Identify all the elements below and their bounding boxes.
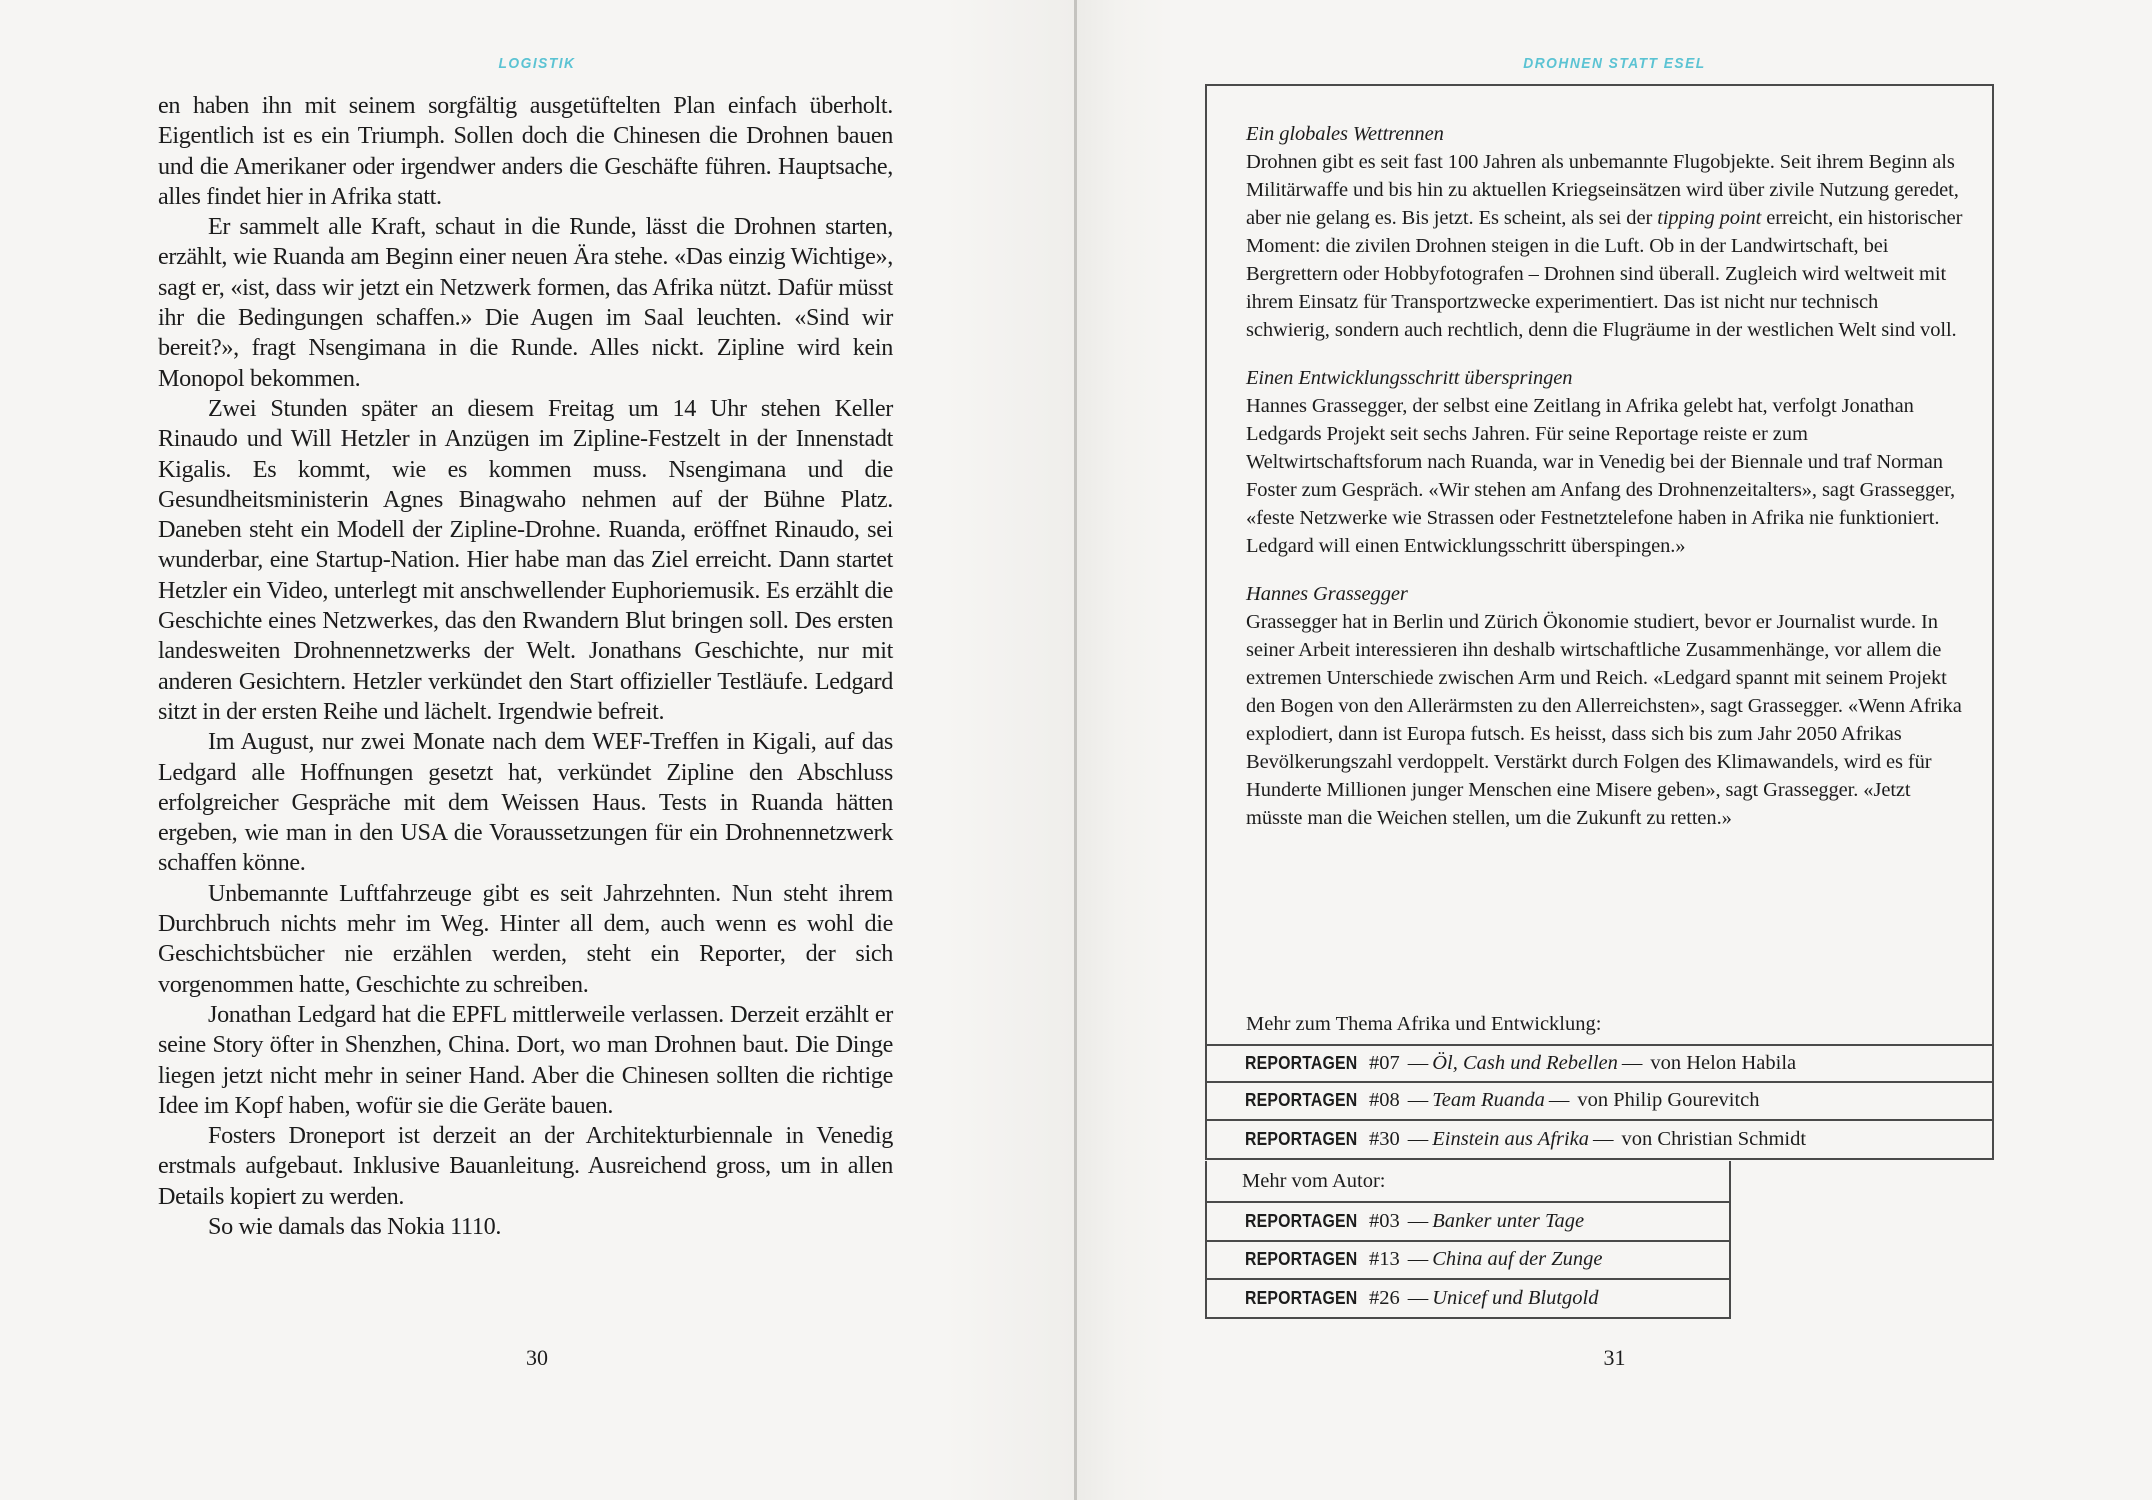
page-number-left: 30	[526, 1345, 548, 1370]
reference-author: von Helon Habila	[1650, 1051, 1797, 1074]
section-body: Grassegger hat in Berlin und Zürich Ökonomie studiert, bevor er Journalist wurde. In seiner Arbeit interessieren ihn deshalb wirtschaftliche Zusammenhänge, vor allem die extremen Unterschiede zwischen Arm und Reich. «Ledgard spannt mit seinem Projekt den Bogen von den Allerärmsten zu den Allerreichsten», sagt Grassegger. «Wenn Afrika explodiert, dann ist Europa futsch. Es heisst, dass sich bis zum Jahr 2050 Afrikas Bevölkerungszahl verdoppelt. Verstärkt durch Folgen des Klimawandels, wird es für Hunderte Millionen junger Menschen eine Misere geben», sagt Grassegger. «Jetzt müsste man die Weichen stellen, um die Zukunft zu retten.»	[1246, 611, 1962, 829]
more-author-label: Mehr vom Autor:	[1205, 1161, 1731, 1203]
reference-title: Unicef und Blutgold	[1432, 1286, 1599, 1309]
brand-label: REPORTAGEN	[1245, 1249, 1358, 1270]
reference-title: Team Ruanda	[1432, 1089, 1545, 1112]
reference-title: Banker unter Tage	[1432, 1209, 1585, 1232]
issue-number: #26	[1369, 1286, 1400, 1309]
reference-link[interactable]	[1205, 1203, 1731, 1242]
issue-number: #13	[1369, 1248, 1400, 1271]
paragraph: Fosters Droneport ist derzeit an der Architekturbiennale in Venedig erstmals aufgebaut. Inklusive Bauanleitung. Ausreichend gross, um in allen Details kopiert zu werden.	[158, 1122, 893, 1210]
section-body	[1246, 148, 1966, 344]
page-number-right: 31	[1603, 1345, 1626, 1370]
issue-number: #30	[1369, 1127, 1400, 1150]
paragraph: Im August, nur zwei Monate nach dem WEF-Treffen in Kigali, auf das Ledgard alle Hoffnungen gesetzt hat, verkündet Zipline den Abschluss erfolgreicher Gespräche mit dem Weissen Haus. Tests in Ruanda hätten ergeben, wie man in den USA die Voraussetzungen für ein Drohnennetzwerk schaffen könne.	[158, 728, 893, 877]
reference-link[interactable]	[1205, 1280, 1731, 1319]
more-topic-label: Mehr zum Thema Afrika und Entwicklung:	[1246, 1013, 1602, 1035]
reference-link[interactable]	[1205, 1083, 1994, 1122]
paragraph: So wie damals das Nokia 1110.	[208, 1212, 502, 1240]
info-section	[1246, 120, 1966, 344]
info-section	[1246, 580, 1966, 832]
dash: —	[1407, 1089, 1429, 1112]
reference-title: Öl, Cash und Rebellen	[1432, 1051, 1618, 1074]
topic-references	[1205, 1044, 1994, 1160]
brand-label: REPORTAGEN	[1245, 1210, 1358, 1231]
section-title: Einen Entwicklungsschritt überspringen	[1246, 367, 1573, 389]
reference-author: von Philip Gourevitch	[1577, 1089, 1760, 1112]
paragraph: en haben ihn mit seinem sorgfältig ausgetüftelten Plan einfach überholt. Eigentlich ist es ein Triumph. Sollen doch die Chinesen die Drohnen bauen und die Amerikaner oder irgendwer anders die Geschäfte führen. Hauptsache, alles findet hier in Afrika statt.	[158, 92, 893, 210]
dash: —	[1407, 1248, 1429, 1271]
reference-link[interactable]	[1205, 1242, 1731, 1281]
paragraph: Unbemannte Luftfahrzeuge gibt es seit Jahrzehnten. Nun steht ihrem Durchbruch nichts mehr im Weg. Hinter all dem, auch wenn es wohl die Geschichtsbücher nie erzählen werden, steht ein Reporter, der sich vorgenommen hatte, Geschichte zu schreiben.	[158, 879, 893, 998]
reference-link[interactable]	[1205, 1121, 1994, 1160]
brand-label: REPORTAGEN	[1245, 1128, 1358, 1149]
dash: —	[1407, 1209, 1429, 1232]
brand-label: REPORTAGEN	[1245, 1090, 1358, 1111]
dash: —	[1548, 1089, 1570, 1112]
left-page	[0, 0, 1074, 1500]
dash: —	[1407, 1286, 1429, 1309]
dash: —	[1407, 1127, 1429, 1150]
paragraph: Er sammelt alle Kraft, schaut in die Runde, lässt die Drohnen starten, erzählt, wie Ruanda am Beginn einer neuen Ära stehe. «Das einzig Wichtige», sagt er, «ist, dass wir jetzt ein Netzwerk formen, das Afrika nützt. Dafür müsst ihr die Bedingungen schaffen.» Die Augen im Saal leuchten. «Sind wir bereit?», fragt Nsengimana in die Runde. Alles nickt. Zipline wird kein Monopol bekommen.	[158, 213, 893, 392]
issue-number: #07	[1369, 1051, 1400, 1074]
author-references	[1205, 1161, 1731, 1319]
reference-author: von Christian Schmidt	[1621, 1127, 1807, 1150]
info-section	[1246, 364, 1966, 560]
section-title: Hannes Grassegger	[1246, 583, 1408, 605]
info-box-text	[1246, 120, 1966, 852]
section-title: Ein globales Wettrennen	[1246, 123, 1444, 145]
dash: —	[1593, 1127, 1614, 1150]
dash: —	[1621, 1051, 1643, 1074]
reference-title: China auf der Zunge	[1432, 1248, 1603, 1271]
article-body	[158, 91, 893, 1242]
brand-label: REPORTAGEN	[1245, 1287, 1358, 1308]
section-body: Hannes Grassegger, der selbst eine Zeitlang in Afrika gelebt hat, verfolgt Jonathan Ledgards Projekt seit sechs Jahren. Für seine Reportage reiste er zum Weltwirtschaftsforum nach Ruanda, war in Venedig bei der Biennale und traf Norman Foster zum Gespräch. «Wir stehen am Anfang des Drohnenzeitalters», sagt Grassegger, «feste Netzwerke wie Strassen oder Festnetztelefone haben in Afrika nie funktioniert. Ledgard will einen Entwicklungsschritt überspingen.»	[1246, 395, 1956, 557]
right-page	[1077, 0, 2152, 1500]
reference-title: Einstein aus Afrika	[1432, 1127, 1590, 1150]
info-box	[1205, 84, 1994, 1158]
brand-label: REPORTAGEN	[1245, 1052, 1358, 1073]
issue-number: #08	[1369, 1089, 1400, 1112]
reference-link[interactable]	[1205, 1044, 1994, 1083]
paragraph: Zwei Stunden später an diesem Freitag um 14 Uhr stehen Keller Rinaudo und Will Hetzler in Anzügen im Zipline-Festzelt in der Innenstadt Kigalis. Es kommt, wie es kommen muss. Nsengimana und die Gesundheitsministerin Agnes Binagwaho nehmen auf der Bühne Platz. Daneben steht ein Modell der Zipline-Drohne. Ruanda, eröffnet Rinaudo, sei wunderbar, eine Startup-Nation. Hier habe man das Ziel erreicht. Dann startet Hetzler ein Video, unterlegt mit anschwellender Euphoriemusik. Es erzählt die Geschichte eines Netzwerkes, das den Rwandern Blut bringen soll. Des ersten landesweiten Drohnennetzwerks der Welt. Jonathans Geschichte, nur mit anderen Gesichtern. Hetzler verkündet den Start offizieller Testläufe. Ledgard sitzt in der ersten Reihe und lächelt. Irgendwie befreit.	[158, 394, 893, 725]
running-head-right: DROHNEN STATT ESEL	[1523, 55, 1706, 72]
section-body-text: erreicht, ein historischer Moment: die zivilen Drohnen steigen in die Luft. Ob in der Landwirtschaft, bei Bergrettern oder Hobbyfotografen – Drohnen sind überall. Zugleich wird weltweit mit ihrem Einsatz für Transportzwecke experimentiert. Das ist nicht nur technisch schwierig, sondern auch rechtlich, denn die Flugräume in der westlichen Welt sind voll.	[1246, 207, 1963, 341]
paragraph: Jonathan Ledgard hat die EPFL mittlerweile verlassen. Derzeit erzählt er seine Story öfter in Shenzhen, China. Dort, wo man Drohnen baut. Die Dinge liegen jetzt nicht mehr in seiner Hand. Aber die Chinesen sollten die richtige Idee im Kopf haben, wofür sie die Geräte bauen.	[158, 1000, 893, 1119]
running-head-left: LOGISTIK	[498, 55, 576, 72]
dash: —	[1407, 1051, 1429, 1074]
issue-number: #03	[1369, 1209, 1400, 1232]
section-body-italic: tipping point	[1657, 207, 1762, 229]
section-body-text: Drohnen gibt es seit fast 100 Jahren als unbemannte Flugobjekte. Seit ihrem Beginn als Militärwaffe und bis hin zu aktuellen Kriegseinsätzen wird über zivile Nutzung geredet, aber nie gelang es. Bis jetzt. Es scheint, als sei der	[1246, 151, 1959, 229]
